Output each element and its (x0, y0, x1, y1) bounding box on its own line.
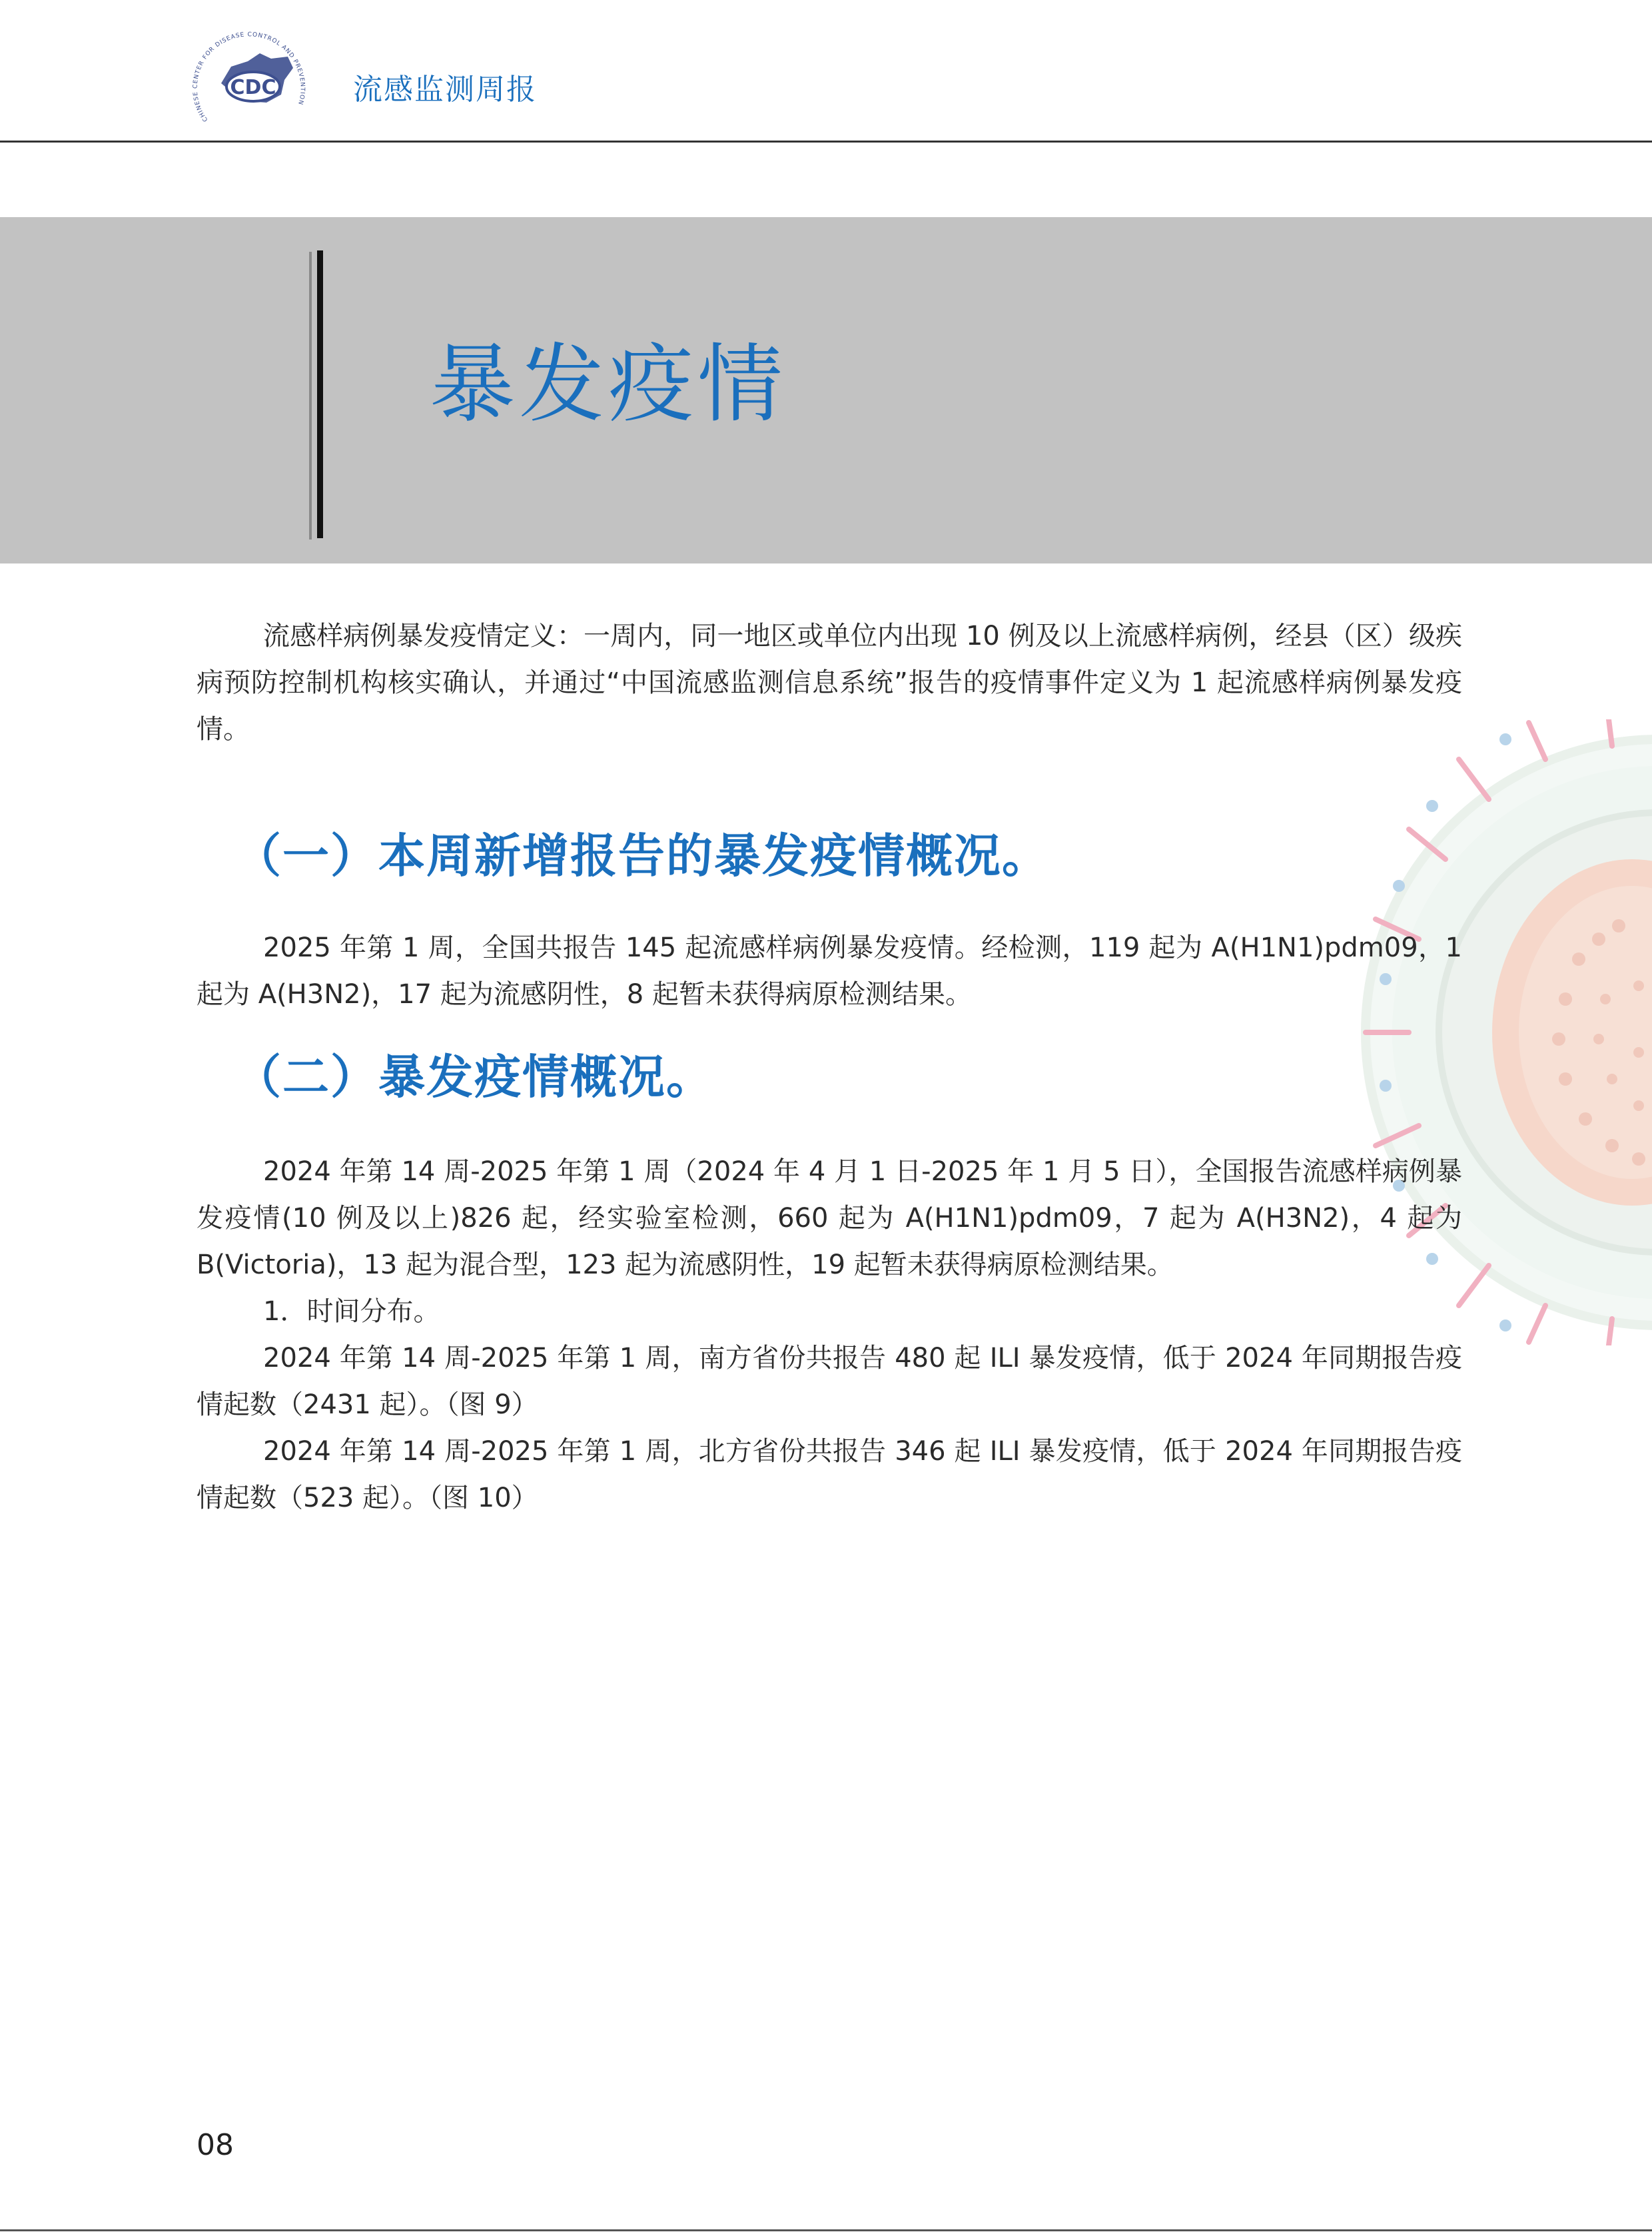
section1-heading: （一）本周新增报告的暴发疫情概况。 (234, 829, 1050, 883)
page-header (0, 0, 1652, 143)
section2-text: 2024 年第 14 周-2025 年第 1 周（2024 年 4 月 1 日-2025 年 1 月 5 日），全国报告流感样病例暴发疫情(10 例及以上)826 起，经实验室检测，660 起为 A(H1N1)pdm09，7 起为 A(H3N2)，4 起为 B(Victoria)，13 起为混合型，123 起为流感阴性，19 起暂未获得病原检测结果。 (197, 1156, 1462, 1280)
north-provinces-text: 2024 年第 14 周-2025 年第 1 周，北方省份共报告 346 起 ILI 暴发疫情，低于 2024 年同期报告疫情起数（523 起）。（图 10） (197, 1436, 1462, 1513)
time-distribution-heading: 1．时间分布。 (263, 1296, 440, 1327)
banner-accent-bar (317, 250, 323, 538)
banner-accent-bar-thin (309, 252, 312, 540)
header-divider (0, 141, 1652, 143)
intro-definition: 流感样病例暴发疫情定义：一周内，同一地区或单位内出现 10 例及以上流感样病例，经县（区）级疾病预防控制机构核实确认，并通过“中国流感监测信息系统”报告的疫情事件定义为 1 起流感样病例暴发疫情。 (197, 621, 1462, 745)
logo-text: CDC (230, 76, 276, 99)
logo-ring-text: CHINESE CENTER FOR DISEASE CONTROL AND PREVENTION (192, 31, 306, 123)
banner-title: 暴发疫情 (430, 335, 787, 434)
section-banner (0, 217, 1652, 563)
section2-heading: （二）暴发疫情概况。 (234, 1050, 714, 1104)
page-number: 08 (197, 2128, 234, 2162)
section1-text: 2025 年第 1 周，全国共报告 145 起流感样病例暴发疫情。经检测，119 起为 A(H1N1)pdm09，1 起为 A(H3N2)，17 起为流感阴性，8 起暂未获得病原检测结果。 (197, 933, 1462, 1010)
footer-divider (0, 2229, 1652, 2231)
south-provinces-text: 2024 年第 14 周-2025 年第 1 周，南方省份共报告 480 起 ILI 暴发疫情，低于 2024 年同期报告疫情起数（2431 起）。（图 9） (197, 1343, 1462, 1420)
header-title: 流感监测周报 (353, 73, 537, 107)
china-cdc-logo (181, 20, 324, 130)
